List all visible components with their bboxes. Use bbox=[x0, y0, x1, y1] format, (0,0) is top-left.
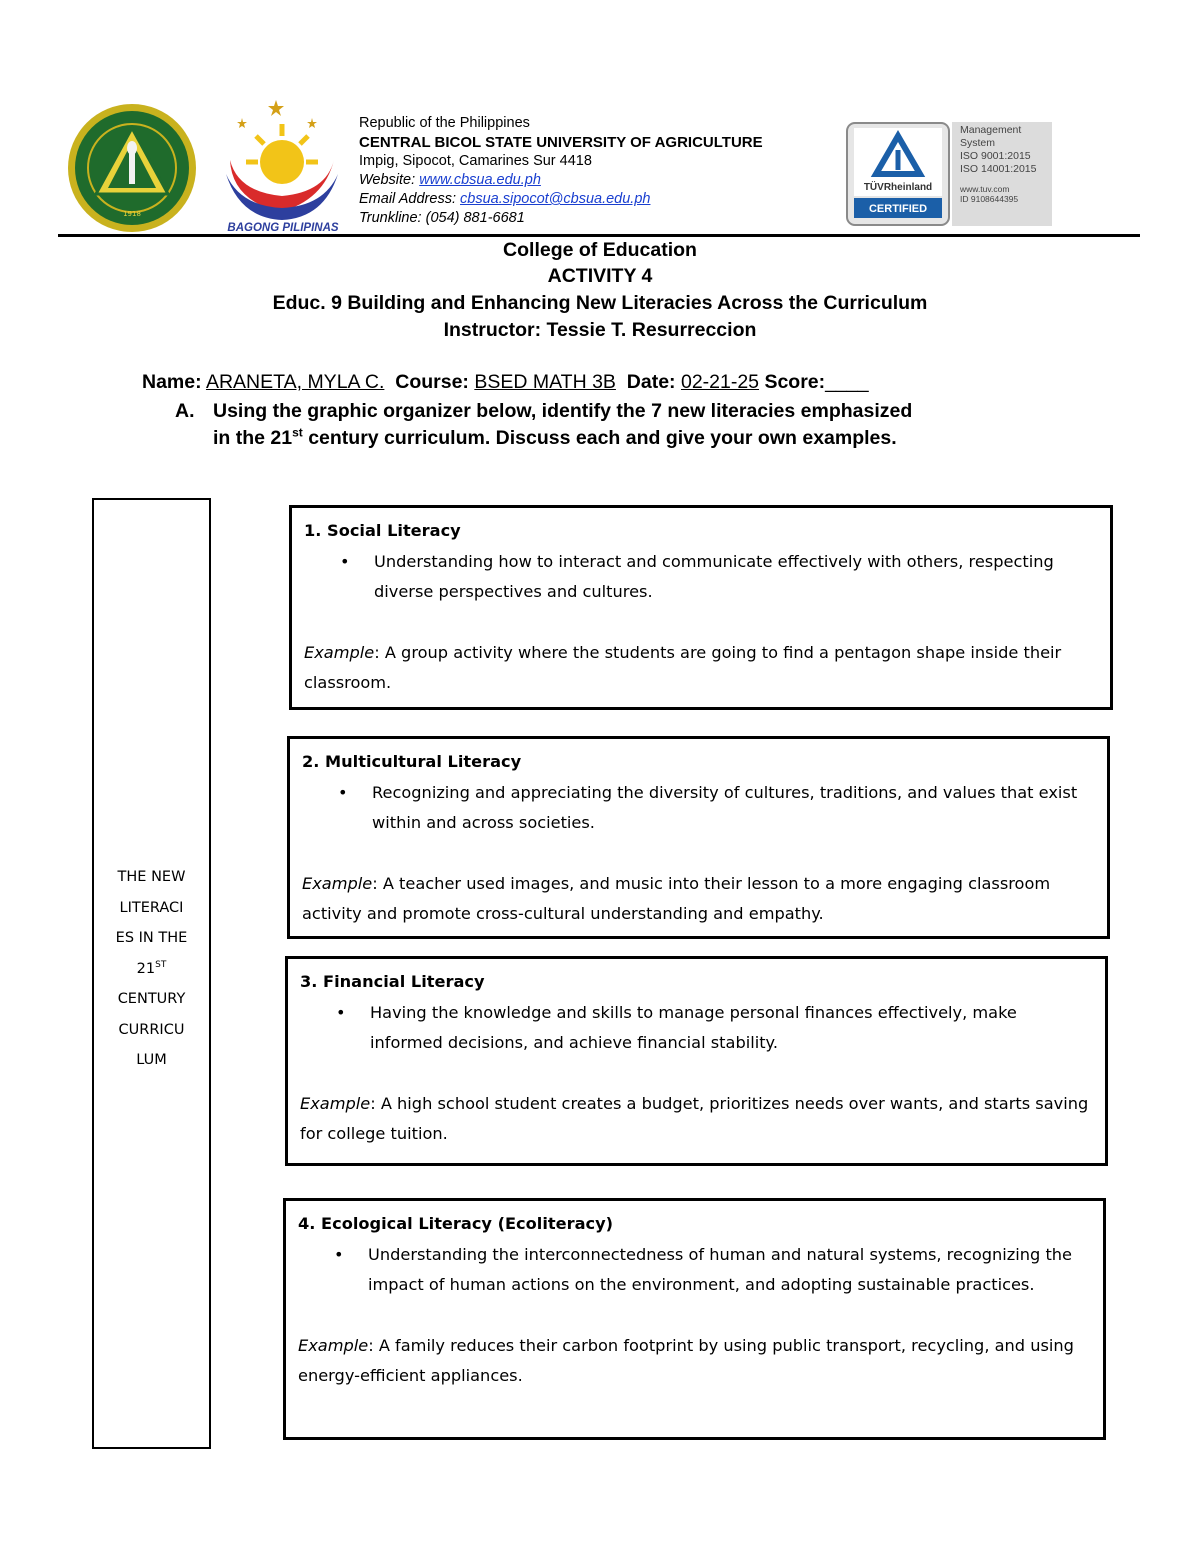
card-heading: 4. Ecological Literacy (Ecoliteracy) bbox=[298, 1214, 614, 1233]
organizer-center-box bbox=[92, 498, 211, 1449]
card-heading: 3. Financial Literacy bbox=[300, 972, 485, 991]
email-line: Email Address: cbsua.sipocot@cbsua.edu.ph bbox=[359, 191, 651, 207]
card-bullet: • Understanding how to interact and communicate effectively with others, respecting diverse perspectives and cultures. bbox=[340, 551, 1054, 601]
header-divider bbox=[58, 234, 1140, 237]
activity-title: ACTIVITY 4 bbox=[547, 265, 653, 287]
date-label: Date: bbox=[626, 371, 676, 393]
iso-9001: ISO 9001:2015 bbox=[960, 150, 1031, 162]
literacy-card-financial bbox=[285, 956, 1108, 1166]
student-info-line bbox=[142, 371, 869, 394]
seal-year: 1918 bbox=[123, 210, 141, 218]
tuv-certified: CERTIFIED bbox=[868, 203, 928, 215]
trunkline: Trunkline: (054) 881-6681 bbox=[359, 210, 525, 226]
card-example: Example: A teacher used images, and music into their lesson to a more engaging classroom activity and promote cross-cultural understanding and empathy. bbox=[302, 873, 1051, 923]
card-bullet: • Having the knowledge and skills to manage personal finances effectively, make informed decisions, and achieve financial stability. bbox=[336, 1002, 1017, 1052]
bagong-pilipinas-text: BAGONG PILIPINAS bbox=[227, 222, 339, 234]
card-bullet: • Recognizing and appreciating the diversity of cultures, traditions, and values that exist within and across societies. bbox=[338, 782, 1078, 832]
website-line: Website: www.cbsua.edu.ph bbox=[359, 172, 541, 188]
literacy-card-multicultural bbox=[287, 736, 1110, 939]
cbsua-seal-logo bbox=[66, 102, 198, 234]
card-example: Example: A high school student creates a budget, prioritizes needs over wants, and starts saving for college tuition. bbox=[300, 1093, 1089, 1143]
card-example: Example: A family reduces their carbon footprint by using public transport, recycling, and using energy-efficient appliances. bbox=[298, 1335, 1074, 1385]
score-label: Score: bbox=[764, 371, 826, 393]
tuv-name: TÜVRheinland bbox=[863, 182, 933, 193]
instruction-letter: A. bbox=[175, 400, 195, 422]
literacy-card-ecological bbox=[283, 1198, 1106, 1440]
college-title: College of Education bbox=[503, 239, 697, 261]
course-title: Educ. 9 Building and Enhancing New Literacies Across the Curriculum bbox=[272, 292, 928, 314]
card-heading: 2. Multicultural Literacy bbox=[302, 752, 522, 771]
score-blank: ____ bbox=[825, 371, 869, 393]
student-name: ARANETA, MYLA C. bbox=[205, 371, 385, 393]
instruction-line-2: in the 21st century curriculum. Discuss each and give your own examples. bbox=[213, 425, 897, 449]
bagong-pilipinas-logo bbox=[220, 96, 346, 236]
submission-date: 02-21-25 bbox=[680, 371, 760, 393]
management-system-panel bbox=[952, 122, 1052, 226]
student-course: BSED MATH 3B bbox=[474, 371, 616, 393]
literacy-card-social bbox=[289, 505, 1113, 710]
card-bullet: • Understanding the interconnectedness of human and natural systems, recognizing the impact of human actions on the environment, and adopting sustainable practices. bbox=[334, 1244, 1073, 1294]
organizer-center-label: THE NEW LITERACI ES IN THE 21ST CENTURY CURRICU LUM bbox=[115, 869, 188, 1068]
university-name: CENTRAL BICOL STATE UNIVERSITY OF AGRICULTURE bbox=[359, 134, 763, 151]
mgmt-title-1: Management bbox=[960, 124, 1022, 136]
university-address: Impig, Sipocot, Camarines Sur 4418 bbox=[359, 153, 592, 169]
card-example: Example: A group activity where the students are going to find a pentagon shape inside their classroom. bbox=[304, 642, 1062, 692]
email-link[interactable]: cbsua.sipocot@cbsua.edu.ph bbox=[460, 191, 651, 207]
name-label: Name: bbox=[142, 371, 202, 393]
tuv-id: ID 9108644395 bbox=[960, 194, 1019, 204]
university-header bbox=[359, 114, 763, 228]
republic-line: Republic of the Philippines bbox=[359, 115, 530, 131]
iso-14001: ISO 14001:2015 bbox=[960, 163, 1037, 175]
website-link[interactable]: www.cbsua.edu.ph bbox=[419, 172, 541, 188]
mgmt-title-2: System bbox=[960, 137, 996, 149]
course-label: Course: bbox=[395, 371, 469, 393]
tuv-site: www.tuv.com bbox=[960, 184, 1010, 194]
card-heading: 1. Social Literacy bbox=[304, 521, 461, 540]
tuv-rheinland-logo bbox=[846, 122, 950, 226]
instructor-line: Instructor: Tessie T. Resurreccion bbox=[443, 319, 757, 341]
instruction-line-1: A. Using the graphic organizer below, identify the 7 new literacies emphasized bbox=[175, 400, 913, 422]
